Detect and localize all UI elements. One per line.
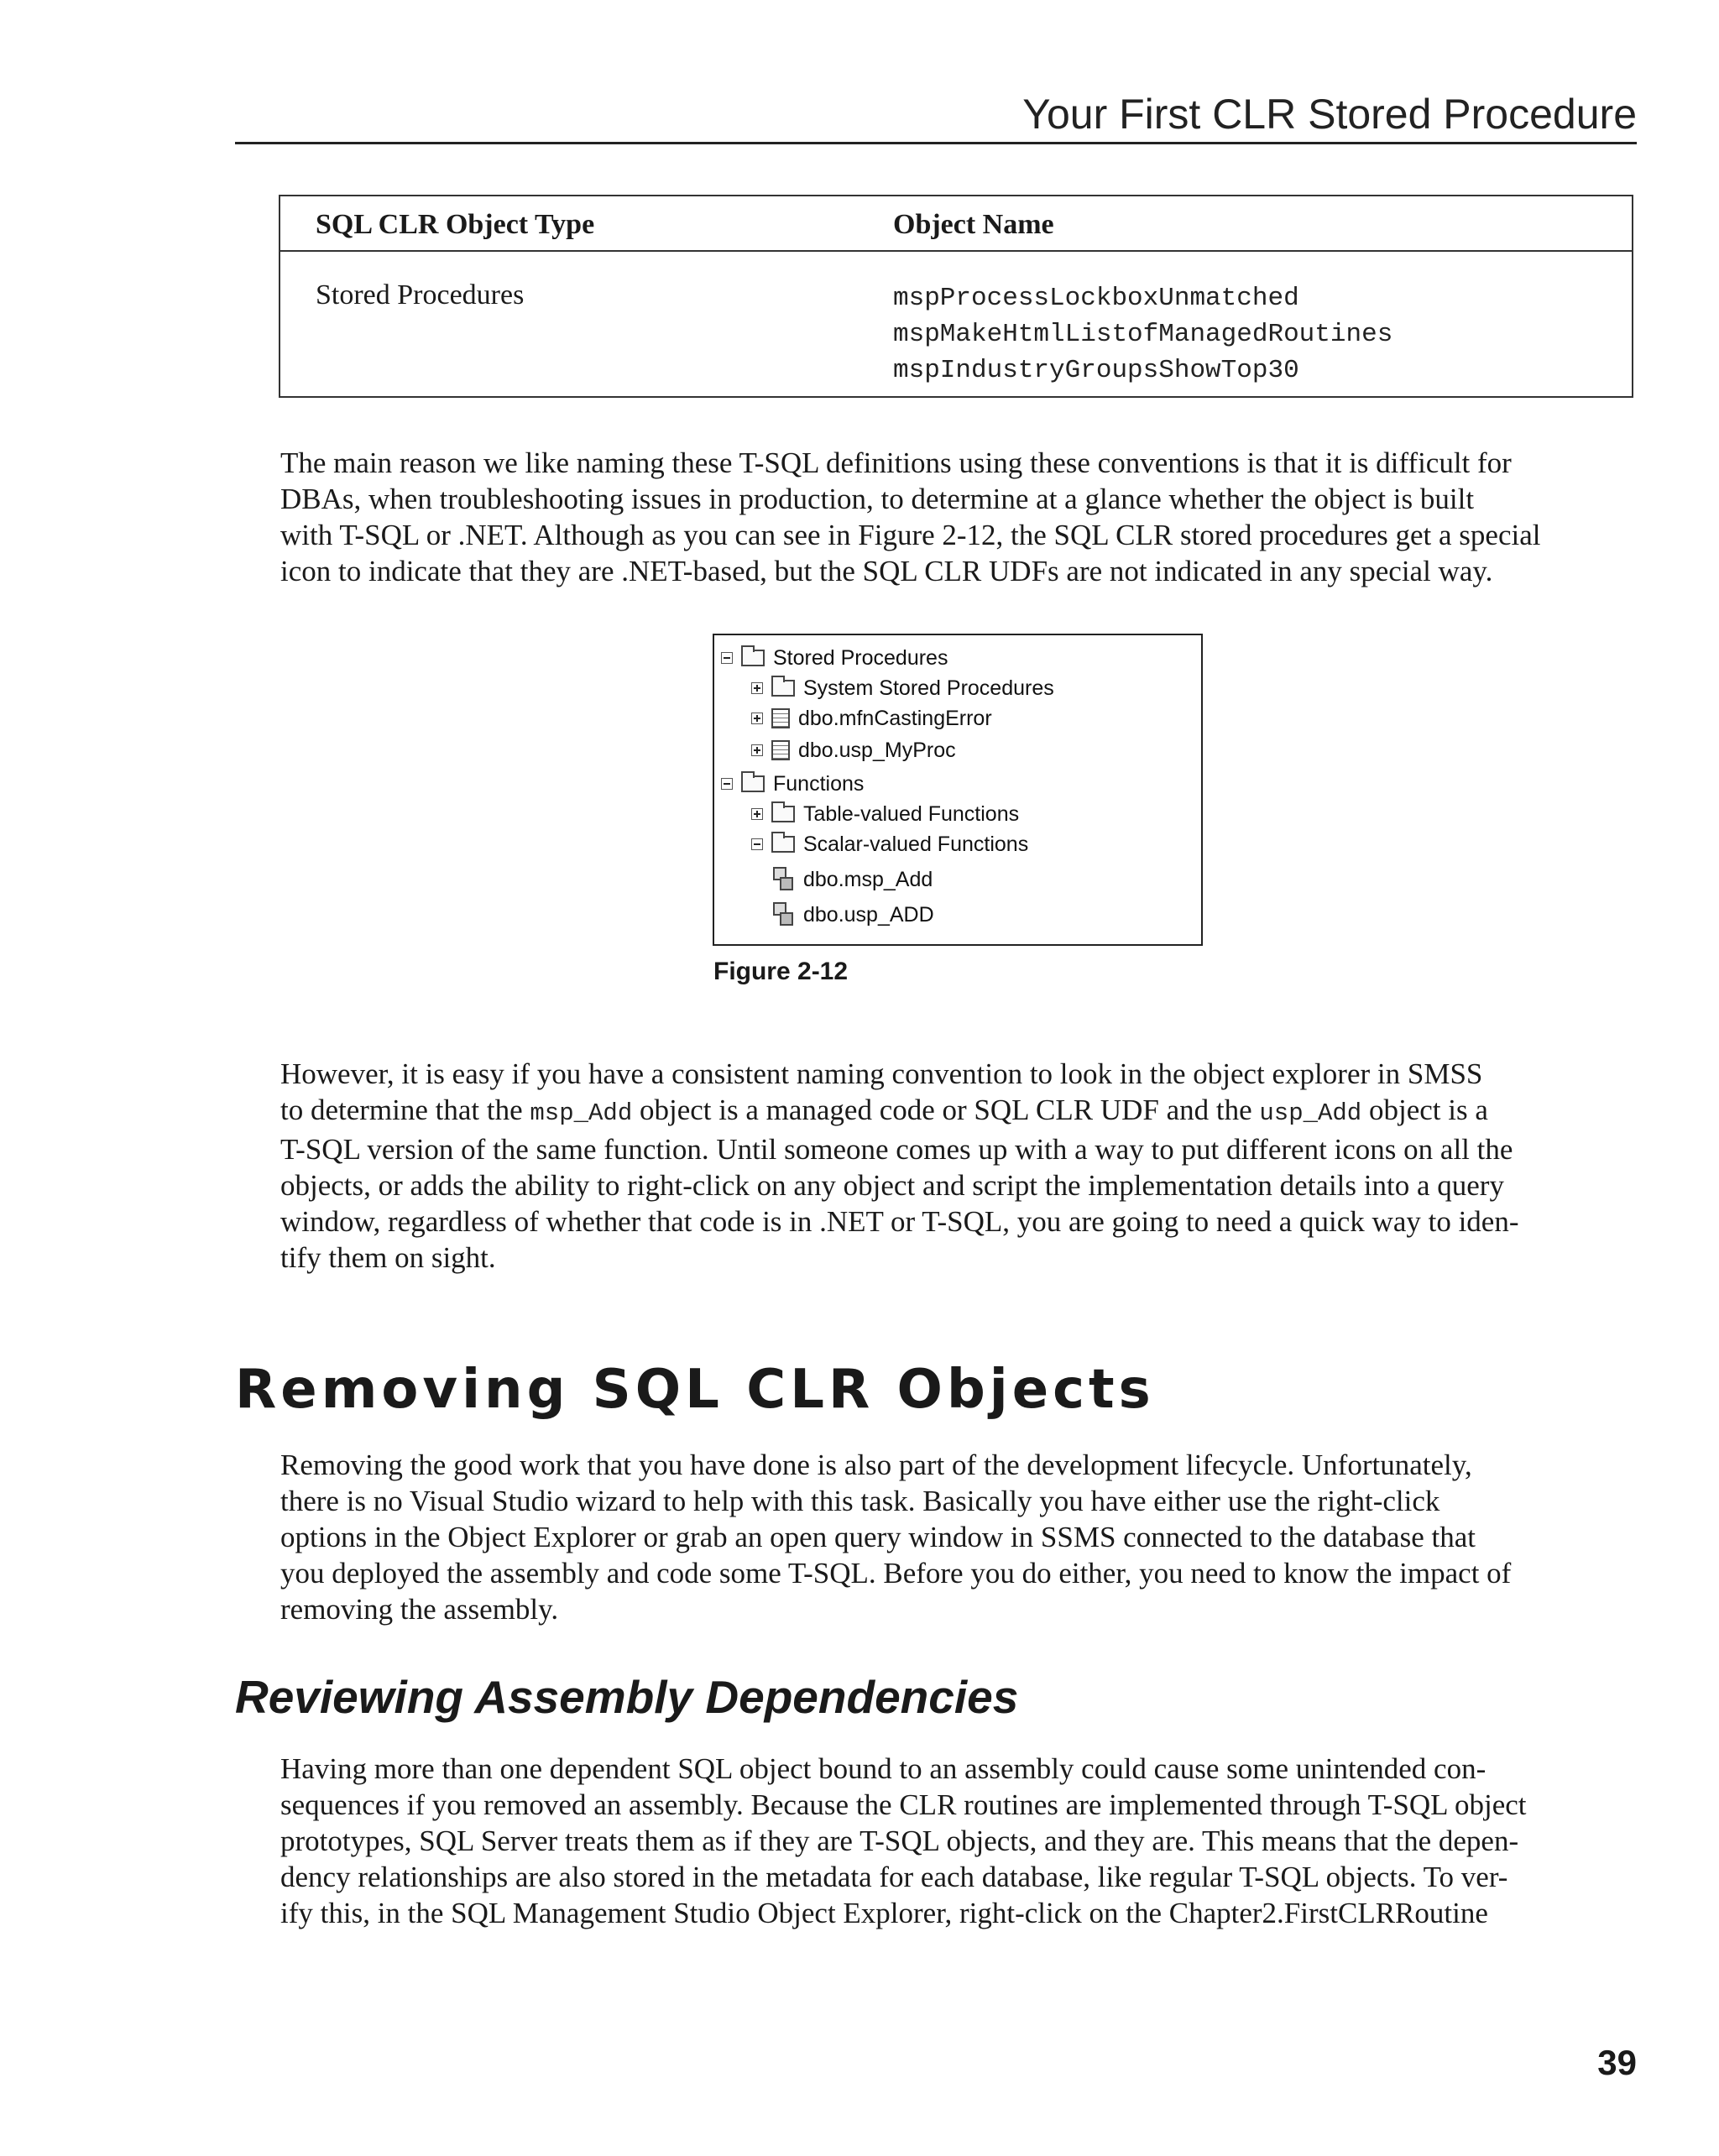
folder-icon [771, 806, 795, 822]
tree-node-label: Scalar-valued Functions [803, 832, 1029, 856]
stored-procedure-icon [771, 740, 790, 760]
text-run: object is a managed code or SQL CLR UDF and the [632, 1094, 1260, 1126]
table-cell-object-type: Stored Procedures [316, 279, 525, 311]
scalar-function-icon [771, 867, 795, 892]
figure-caption: Figure 2-12 [713, 958, 849, 985]
text-line: with T-SQL or .NET. Although as you can see in Figure 2-12, the SQL CLR stored procedures get a special [280, 519, 1541, 551]
inline-code: usp_Add [1259, 1099, 1362, 1127]
text-run: object is a [1361, 1094, 1488, 1126]
text-line: options in the Object Explorer or grab an open query window in SSMS connected to the database that [280, 1521, 1476, 1553]
expand-icon [751, 682, 763, 694]
text-line: objects, or adds the ability to right-click on any object and script the implementation details into a query [280, 1169, 1504, 1202]
tree-node-msp-add [771, 865, 933, 894]
expand-icon [751, 713, 763, 724]
object-name: mspProcessLockboxUnmatched [893, 284, 1299, 313]
tree-node-scalar-valued-functions [751, 830, 1028, 859]
paragraph-removing-objects [280, 1447, 1640, 1627]
text-line: The main reason we like naming these T-SQL definitions using these conventions is that it is difficult for [280, 446, 1512, 479]
object-explorer-screenshot [713, 634, 1203, 946]
paragraph-naming-conventions [280, 445, 1640, 589]
expand-icon [751, 744, 763, 756]
tree-node-functions [721, 770, 864, 798]
tree-node-label: dbo.usp_ADD [803, 902, 934, 927]
inline-code: msp_Add [530, 1099, 633, 1127]
subsection-heading: Reviewing Assembly Dependencies [235, 1671, 1019, 1723]
expand-icon [751, 808, 763, 820]
tree-node-mfn-casting-error [751, 704, 992, 733]
tree-node-label: Table-valued Functions [803, 801, 1020, 826]
paragraph-naming-convention-lookup [280, 1056, 1640, 1276]
text-line: Having more than one dependent SQL object bound to an assembly could cause some unintended con- [280, 1752, 1486, 1785]
table-header-row [280, 196, 1632, 252]
text-line: tify them on sight. [280, 1241, 496, 1274]
text-line: prototypes, SQL Server treats them as if they are T-SQL objects, and they are. This means that the depen- [280, 1825, 1519, 1857]
tree-node-label: dbo.msp_Add [803, 867, 933, 891]
tree-node-table-valued-functions [751, 800, 1019, 828]
text-line [280, 1092, 1640, 1131]
text-line: removing the assembly. [280, 1593, 559, 1626]
text-line: DBAs, when troubleshooting issues in production, to determine at a glance whether the object is built [280, 483, 1475, 515]
text-line: Removing the good work that you have done is also part of the development lifecycle. Unfortunately, [280, 1449, 1472, 1481]
column-header-object-type: SQL CLR Object Type [316, 209, 595, 240]
folder-icon [741, 650, 765, 666]
text-line: ify this, in the SQL Management Studio Object Explorer, right-click on the Chapter2.FirstCLRRoutine [280, 1897, 1488, 1929]
tree-node-label: System Stored Procedures [803, 676, 1054, 700]
text-line: dency relationships are also stored in the metadata for each database, like regular T-SQL objects. To ver- [280, 1861, 1508, 1893]
tree-node-stored-procedures [721, 644, 948, 672]
tree-node-label: Functions [773, 771, 865, 796]
text-line: sequences if you removed an assembly. Because the CLR routines are implemented through T-SQL object [280, 1788, 1527, 1821]
section-heading: Removing SQL CLR Objects [235, 1359, 1155, 1421]
object-type-table [279, 195, 1633, 398]
object-name: mspIndustryGroupsShowTop30 [893, 356, 1299, 385]
tree-node-usp-add [771, 901, 934, 929]
scalar-function-icon [771, 902, 795, 927]
tree-node-label: Stored Procedures [773, 645, 948, 670]
text-run: to determine that the [280, 1094, 530, 1126]
tree-node-system-stored-procedures [751, 674, 1054, 702]
running-head: Your First CLR Stored Procedure [1022, 91, 1637, 138]
tree-node-label: dbo.usp_MyProc [798, 738, 956, 762]
table-cell-object-names [893, 280, 1392, 389]
text-line: However, it is easy if you have a consistent naming convention to look in the object explorer in SMSS [280, 1057, 1483, 1090]
text-line: there is no Visual Studio wizard to help with this task. Basically you have either use the right-click [280, 1485, 1440, 1517]
tree-node-usp-myproc [751, 736, 956, 765]
folder-icon [741, 775, 765, 792]
folder-icon [771, 836, 795, 853]
text-line: you deployed the assembly and code some T-SQL. Before you do either, you need to know the impact of [280, 1557, 1512, 1590]
text-line: icon to indicate that they are .NET-based, but the SQL CLR UDFs are not indicated in any special way. [280, 555, 1493, 587]
clr-stored-procedure-icon [771, 708, 790, 728]
collapse-icon [721, 652, 733, 664]
folder-icon [771, 680, 795, 697]
paragraph-assembly-dependencies [280, 1751, 1640, 1931]
tree-node-label: dbo.mfnCastingError [798, 706, 992, 730]
collapse-icon [751, 838, 763, 850]
page-number: 39 [1597, 2043, 1637, 2082]
text-line: window, regardless of whether that code is in .NET or T-SQL, you are going to need a quick way to iden- [280, 1205, 1519, 1238]
text-line: T-SQL version of the same function. Until someone comes up with a way to put different icons on all the [280, 1133, 1513, 1166]
header-rule [235, 142, 1637, 144]
column-header-object-name: Object Name [893, 209, 1054, 240]
object-name: mspMakeHtmlListofManagedRoutines [893, 320, 1393, 349]
collapse-icon [721, 778, 733, 790]
